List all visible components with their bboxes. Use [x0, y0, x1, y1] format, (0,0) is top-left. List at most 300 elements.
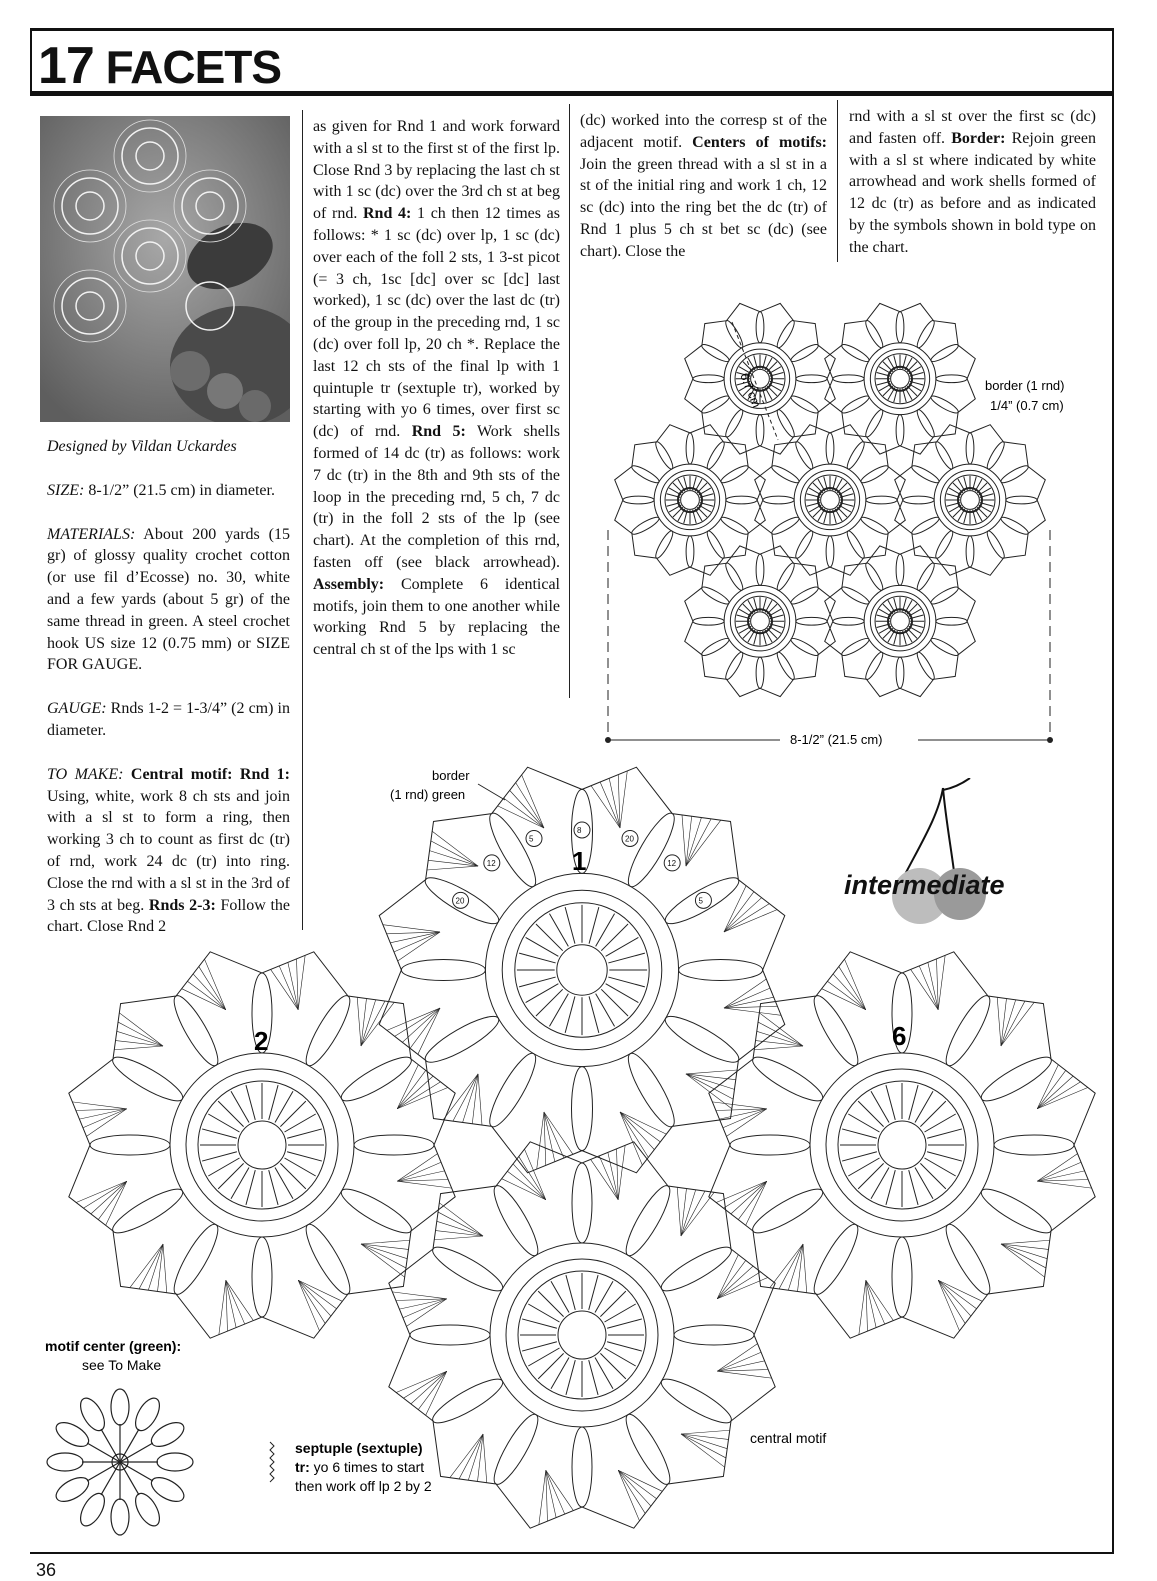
motif-loop	[719, 515, 750, 537]
motif-loop	[1006, 496, 1037, 504]
pattern-number: 17	[38, 37, 94, 95]
motif-loop	[833, 375, 864, 383]
motif-spoke	[287, 1152, 322, 1161]
motif-spoke	[287, 1129, 322, 1138]
page-bottom-rule	[30, 1552, 1114, 1554]
column-4	[849, 106, 1096, 259]
shell-stitch	[620, 1112, 654, 1150]
motif-spoke	[607, 1319, 642, 1328]
shell-stitch	[681, 1434, 725, 1467]
motif-loop	[789, 584, 820, 606]
motif-loop	[90, 1135, 170, 1155]
shell-stitch	[681, 1192, 714, 1236]
shell-stitch	[600, 782, 620, 828]
motif-outline	[615, 425, 766, 576]
shell-stitch	[392, 1292, 446, 1299]
motif-spoke	[589, 907, 599, 944]
motif-loop	[660, 1009, 743, 1069]
motif-spoke	[842, 1129, 877, 1138]
motif-spoke	[915, 1091, 933, 1122]
shell-stitch	[618, 1470, 651, 1506]
motif-loop	[833, 617, 864, 625]
motif-loop	[859, 515, 890, 537]
motif-loop	[789, 636, 820, 658]
motif-loop	[730, 1135, 810, 1155]
motif-loop	[896, 554, 904, 585]
motif-ring	[557, 945, 607, 995]
motif-spoke	[600, 1353, 625, 1378]
motif-spoke	[246, 1170, 255, 1205]
motif-spoke	[202, 1152, 237, 1161]
shell-stitch	[427, 866, 478, 870]
shell-stitch	[681, 1430, 730, 1434]
motif-spoke	[608, 977, 645, 987]
motif-spoke	[519, 977, 556, 987]
motif-center-marker	[818, 488, 842, 512]
shell-stitch	[383, 925, 440, 932]
shell-stitch	[361, 1244, 405, 1277]
motif-spoke	[871, 1091, 889, 1122]
shell-stitch	[770, 1244, 803, 1288]
motif-loop	[770, 463, 801, 485]
shell-stitch	[717, 1371, 771, 1378]
motif-spoke	[925, 1158, 956, 1176]
motif-loop	[756, 415, 764, 446]
motif-loop	[915, 319, 937, 350]
center-petal	[76, 1490, 110, 1530]
doily-photo-image	[40, 116, 290, 422]
shell-stitch	[436, 1231, 483, 1236]
motif-loop	[674, 1325, 754, 1345]
shell-stitch	[298, 955, 305, 1009]
motif-loop	[653, 529, 675, 560]
crochet-motif	[69, 952, 455, 1338]
pattern-title: FACETS	[105, 41, 282, 93]
stitch-count-label: 20	[625, 834, 634, 844]
shell-stitch	[546, 1470, 565, 1514]
motif-loop	[915, 561, 937, 592]
motif-loop	[936, 617, 967, 625]
motif-loop	[401, 960, 485, 981]
shell-stitch	[620, 771, 627, 828]
shell-stitch	[510, 790, 544, 828]
motif-loop	[929, 636, 960, 658]
motif-loop	[723, 319, 745, 350]
shell-stitch	[938, 1280, 971, 1316]
motif-loop	[796, 617, 827, 625]
motif-loop	[859, 463, 890, 485]
motif-loop	[929, 393, 960, 415]
shell-stitch	[833, 974, 866, 1010]
motif-outline	[825, 546, 976, 697]
shell-stitch	[83, 1109, 127, 1128]
motif-loop	[572, 1067, 593, 1151]
motif-loop	[619, 1181, 676, 1260]
shell-stitch	[357, 997, 361, 1046]
shell-stitch	[686, 816, 692, 866]
motif-spoke	[596, 914, 615, 947]
septuple-line3: then work off lp 2 by 2	[295, 1478, 432, 1494]
motif-loop	[863, 650, 885, 681]
motif-loop	[939, 991, 996, 1070]
motif-loop	[572, 1163, 592, 1243]
crochet-motif	[825, 546, 976, 697]
shell-stitch	[919, 966, 938, 1010]
shell-stitch	[361, 1244, 408, 1249]
motif-spoke	[566, 1275, 575, 1310]
motif-loop	[775, 561, 797, 592]
motif-spoke	[886, 1085, 895, 1120]
shell-stitch	[478, 1074, 482, 1125]
motif-center-diagram	[47, 1389, 193, 1535]
motif-spoke	[925, 1114, 956, 1132]
shell-stitch	[72, 1102, 126, 1109]
motif-loop	[977, 1182, 1056, 1239]
shell-stitch	[1001, 1002, 1034, 1046]
shell-stitch	[397, 1076, 433, 1109]
shell-stitch	[938, 955, 945, 1009]
motif-spoke	[522, 1319, 557, 1328]
motif-ring	[751, 612, 770, 631]
motif-loop	[108, 1050, 187, 1107]
motif-spoke	[526, 937, 559, 956]
motif-loop	[840, 393, 871, 415]
motif-loop	[845, 440, 867, 471]
motif-spoke	[536, 924, 563, 951]
column-divider-2	[569, 104, 570, 698]
motif-loop	[337, 1182, 416, 1239]
shell-stitch	[428, 860, 478, 866]
shell-stitch	[599, 1156, 618, 1200]
crochet-motif	[709, 952, 1095, 1338]
motif-center-subtitle: see To Make	[82, 1357, 162, 1373]
motif-loop	[723, 408, 745, 439]
central-motif-label: central motif	[750, 1430, 827, 1446]
motif-spoke	[848, 1114, 879, 1132]
shell-stitch	[754, 1046, 803, 1050]
motif-spoke	[538, 1353, 563, 1378]
motif-loop	[826, 536, 834, 567]
shell-stitch	[997, 997, 1001, 1046]
motif-spoke	[231, 1168, 249, 1199]
motif-loop	[705, 529, 727, 560]
motif-outline	[755, 425, 906, 576]
motif-loop	[910, 463, 941, 485]
motif-spoke	[565, 996, 575, 1033]
shell-stitch	[1001, 1244, 1045, 1277]
motif-loop	[929, 584, 960, 606]
border-label-line2: 1/4” (0.7 cm)	[990, 398, 1064, 413]
motif-loop	[896, 415, 904, 446]
motif-loop	[700, 584, 731, 606]
shell-stitch	[219, 1280, 226, 1334]
shell-stitch	[866, 1280, 885, 1324]
center-petal	[47, 1453, 83, 1471]
motif-spoke	[848, 1158, 879, 1176]
chart-border-label-line2: (1 rnd) green	[390, 787, 466, 802]
shell-stitch	[717, 1352, 761, 1371]
motif-loop	[863, 319, 885, 350]
shell-stitch	[411, 1371, 447, 1404]
motif-loop	[410, 1325, 490, 1345]
shell-stitch	[443, 1074, 478, 1120]
motif-loop	[483, 1048, 543, 1131]
motif-loop	[487, 1410, 544, 1489]
column-divider-3	[837, 100, 838, 262]
motif-loop	[299, 991, 356, 1070]
motif-loop	[679, 960, 763, 981]
motif-outline	[69, 952, 455, 1338]
shell-stitch	[1001, 1244, 1048, 1249]
dimension-dot-right	[1047, 737, 1053, 743]
motif-loop	[789, 342, 820, 364]
center-petal	[148, 1473, 188, 1507]
radius-label: 6.7 cm	[737, 370, 764, 410]
stitch-count-label: 8	[577, 826, 582, 835]
motif-ring	[961, 491, 980, 510]
motif-loop	[621, 808, 681, 891]
shell-stitch	[1037, 1162, 1081, 1181]
septuple-line2: tr: yo 6 times to start	[295, 1459, 425, 1475]
motif-spoke	[605, 1304, 636, 1322]
motif-spoke	[595, 1281, 613, 1312]
shell-stitch	[158, 1244, 163, 1291]
motif-spoke	[519, 953, 556, 963]
motif-spoke	[589, 996, 599, 1033]
shell-stitch	[1037, 1076, 1073, 1109]
motif-center-marker	[678, 488, 702, 512]
center-petal	[131, 1394, 165, 1434]
motif-loop	[572, 1427, 592, 1507]
shell-stitch	[450, 1434, 483, 1478]
shell-stitch	[731, 1181, 767, 1214]
stitch-count-label: 5	[528, 834, 534, 844]
motif-loop	[826, 433, 834, 464]
motif-loop	[966, 433, 974, 464]
stitch-count-label: 12	[667, 858, 677, 868]
shell-stitch	[119, 1013, 163, 1046]
motif-center-marker	[958, 488, 982, 512]
motif-spoke	[608, 953, 645, 963]
motif-loop	[863, 408, 885, 439]
motif-spoke	[275, 1168, 293, 1199]
header-left-rule	[30, 28, 32, 96]
shell-stitch	[439, 1203, 483, 1236]
center-petal	[111, 1389, 129, 1425]
shell-stitch	[403, 1299, 447, 1318]
motif-spoke	[202, 1129, 237, 1138]
shell-stitch	[677, 1187, 681, 1236]
motif-spoke	[526, 984, 559, 1003]
motif-loop	[840, 636, 871, 658]
shell-stitch	[539, 1470, 546, 1524]
motif-loop	[420, 1009, 503, 1069]
stitch-count-label: 20	[455, 896, 465, 906]
center-petal	[111, 1499, 129, 1535]
shell-stitch	[193, 974, 226, 1010]
motif-loop	[985, 440, 1007, 471]
motif-loop	[726, 496, 757, 504]
center-petal	[52, 1418, 92, 1452]
shell-stitch	[472, 1074, 478, 1124]
shell-stitch	[724, 898, 762, 932]
motif-loop	[929, 342, 960, 364]
motif-ring	[238, 1121, 286, 1169]
motif-loop	[933, 440, 955, 471]
to-make-paragraph: TO MAKE: Central motif: Rnd 1: Using, white, work 8 ch sts and join with a sl st to form a ring, then working 3 ch to count as first dc (tr) of rnd, work 24 dc (tr) into ring. Close the rnd with a sl st in the 3rd of 3 ch sts at beg. Rnds 2-3: Follow the chart. Close Rnd 2	[47, 765, 291, 936]
motif-spoke	[231, 1091, 249, 1122]
crochet-motif	[895, 425, 1046, 576]
motif-spoke	[208, 1158, 239, 1176]
motif-loop	[653, 440, 675, 471]
motif-center-marker	[748, 609, 772, 633]
shell-stitch	[712, 1102, 766, 1109]
shell-stitch	[717, 1266, 753, 1299]
shell-stitch	[859, 1280, 866, 1334]
motif-spoke	[269, 1085, 278, 1120]
center-petal	[52, 1473, 92, 1507]
gauge-paragraph: GAUGE: Rnds 1-2 = 1-3/4” (2 cm) in diameter.	[47, 700, 290, 739]
motif-loop	[896, 657, 904, 688]
motif-loop	[723, 650, 745, 681]
motif-ring	[891, 369, 910, 388]
assembly-motifs	[615, 303, 1046, 696]
motif-loop	[936, 375, 967, 383]
motif-loop	[705, 440, 727, 471]
motif-loop	[763, 496, 794, 504]
motif-loop	[167, 1220, 224, 1299]
motif-chart	[30, 750, 1114, 1550]
motif-loop	[686, 536, 694, 567]
motif-loop	[915, 408, 937, 439]
crochet-motif	[615, 425, 766, 576]
motif-loop	[999, 463, 1030, 485]
page-number: 36	[36, 1560, 57, 1580]
motif-spoke	[595, 1358, 613, 1389]
shell-stitch	[226, 1280, 245, 1324]
motif-loop	[915, 650, 937, 681]
motif-loop	[863, 561, 885, 592]
motif-spoke	[871, 1168, 889, 1199]
motif-spoke	[605, 1348, 636, 1366]
motif-spoke	[536, 989, 563, 1016]
page-title	[38, 36, 281, 96]
motif-outline	[709, 952, 1095, 1338]
motif-loop	[966, 536, 974, 567]
motif-ring	[878, 1121, 926, 1169]
motif-spoke	[549, 994, 568, 1027]
motif-loop	[999, 515, 1030, 537]
shell-stitch	[724, 1008, 781, 1015]
center-petal	[76, 1394, 110, 1434]
motif-ring	[891, 612, 910, 631]
motif-ring	[681, 491, 700, 510]
motif-spoke	[551, 1358, 569, 1389]
motif-loop	[428, 1240, 507, 1297]
shell-stitch	[686, 1070, 737, 1074]
motif-loop	[756, 312, 764, 343]
motif-spoke	[285, 1158, 316, 1176]
motif-number-6: 6	[892, 1021, 907, 1051]
motif-loop	[775, 408, 797, 439]
motif-spoke	[218, 1163, 243, 1188]
motif-loop	[748, 1050, 827, 1107]
shell-stitch	[756, 1041, 803, 1046]
size-paragraph: SIZE: 8-1/2” (21.5 cm) in diameter.	[47, 481, 275, 499]
motif-loop	[630, 515, 661, 537]
motif-loop	[693, 375, 724, 383]
septuple-stitch-symbol	[270, 1442, 274, 1482]
shell-stitch	[163, 1244, 167, 1293]
motif-outline	[825, 303, 976, 454]
shell-stitch	[513, 1164, 546, 1200]
motif-spoke	[600, 1291, 625, 1316]
crochet-motif	[389, 1142, 775, 1528]
dimension-dot-left	[605, 737, 611, 743]
motif-loop	[793, 440, 815, 471]
stitch-count-label: 12	[486, 858, 496, 868]
motif-loop	[770, 515, 801, 537]
motif-spoke	[522, 1342, 557, 1351]
shell-stitch	[397, 1162, 441, 1181]
crochet-motif	[685, 303, 836, 454]
shell-stitch	[618, 1145, 625, 1199]
border-label-leader	[478, 784, 505, 800]
motif-loop	[896, 312, 904, 343]
motif-loop	[840, 584, 871, 606]
motif-loop	[892, 1237, 912, 1317]
shell-stitch	[397, 1181, 451, 1188]
instructions-paragraph: as given for Rnd 1 and work forward with a sl st to the first st of the first lp. Close Rnd 3 by replacing the last ch st with 1 sc (dc) over the 3rd ch st at beg of rnd. Rnd 4: 1 ch then 12 times as follows: * 1 sc (dc) over lp, 1 sc (dc) over each of the foll 2 sts, 1 3-st picot (= 3 ch, 1sc [dc] over sc [dc] last worked), 1 sc (dc) over the last dc (tr) of the group in the preceding rnd, 1 sc (dc) over foll lp, 20 ch *. Replace the last 12 ch sts of the final lp with 1 quintuple tr (sextuple tr), worked by starting with yo 6 times, over first sc (dc) of rnd. Rnd 5: Work shells formed of 14 dc (tr) as follows: work 7 dc (tr) in the 8th and 9th sts of the loop in the preceding rnd, 5 ch, 7 dc (tr) in the foll 2 sts of the lp (see chart). At the completion of this rnd, fasten off (see black arrowhead). Assembly: Complete 6 identical motifs, join them to one another while working Rnd 5 by replacing the central ch st of the lps with 1 sc	[313, 118, 561, 659]
motif-spoke	[565, 907, 575, 944]
motif-loop	[793, 529, 815, 560]
motif-ring	[821, 491, 840, 510]
motif-loop	[621, 1048, 681, 1131]
motif-spoke	[589, 1360, 598, 1395]
motif-loop	[866, 496, 897, 504]
crochet-motif	[825, 303, 976, 454]
centers-paragraph: (dc) worked into the corresp st of the adjacent motif. Centers of motifs: Join the green thread with a sl st in a st of the initial ring and work 1 ch, 12 sc (dc) into the ring bet the dc (tr) of Rnd 1 plus 5 ch st bet sc (dc) (see chart). Close the	[580, 112, 827, 260]
motif-spoke	[589, 1275, 598, 1310]
motif-spoke	[927, 1129, 962, 1138]
motif-outline	[685, 546, 836, 697]
border-paragraph: rnd with a sl st over the first sc (dc) and fasten off. Border: Rejoin green with a sl st where indicated by white arrowhead and work shells formed of 12 dc (tr) as before and as indicated by the symbols shown in bold type on the chart.	[849, 108, 1097, 256]
motif-spoke	[280, 1163, 305, 1188]
septuple-title: septuple (sextuple)	[295, 1440, 423, 1456]
motif-loop	[840, 342, 871, 364]
motif-spoke	[606, 937, 639, 956]
motif-spoke	[607, 1342, 642, 1351]
motif-loop	[700, 393, 731, 415]
motif-spoke	[886, 1170, 895, 1205]
motif-number-1: 1	[572, 846, 587, 876]
motif-spoke	[538, 1291, 563, 1316]
doily-photo	[40, 116, 290, 422]
motif-spoke	[920, 1163, 945, 1188]
motif-spoke	[549, 914, 568, 947]
shell-stitch	[686, 820, 721, 866]
stitch-count-label: 5	[698, 896, 703, 906]
motif-spoke	[566, 1360, 575, 1395]
crochet-motif	[685, 546, 836, 697]
center-petal	[157, 1453, 193, 1471]
header-top-rule	[30, 28, 1114, 31]
shell-stitch	[724, 988, 770, 1008]
motif-loop	[354, 1135, 434, 1155]
motif-loop	[630, 463, 661, 485]
motif-loop	[657, 1372, 736, 1429]
motif-spoke	[596, 994, 615, 1027]
